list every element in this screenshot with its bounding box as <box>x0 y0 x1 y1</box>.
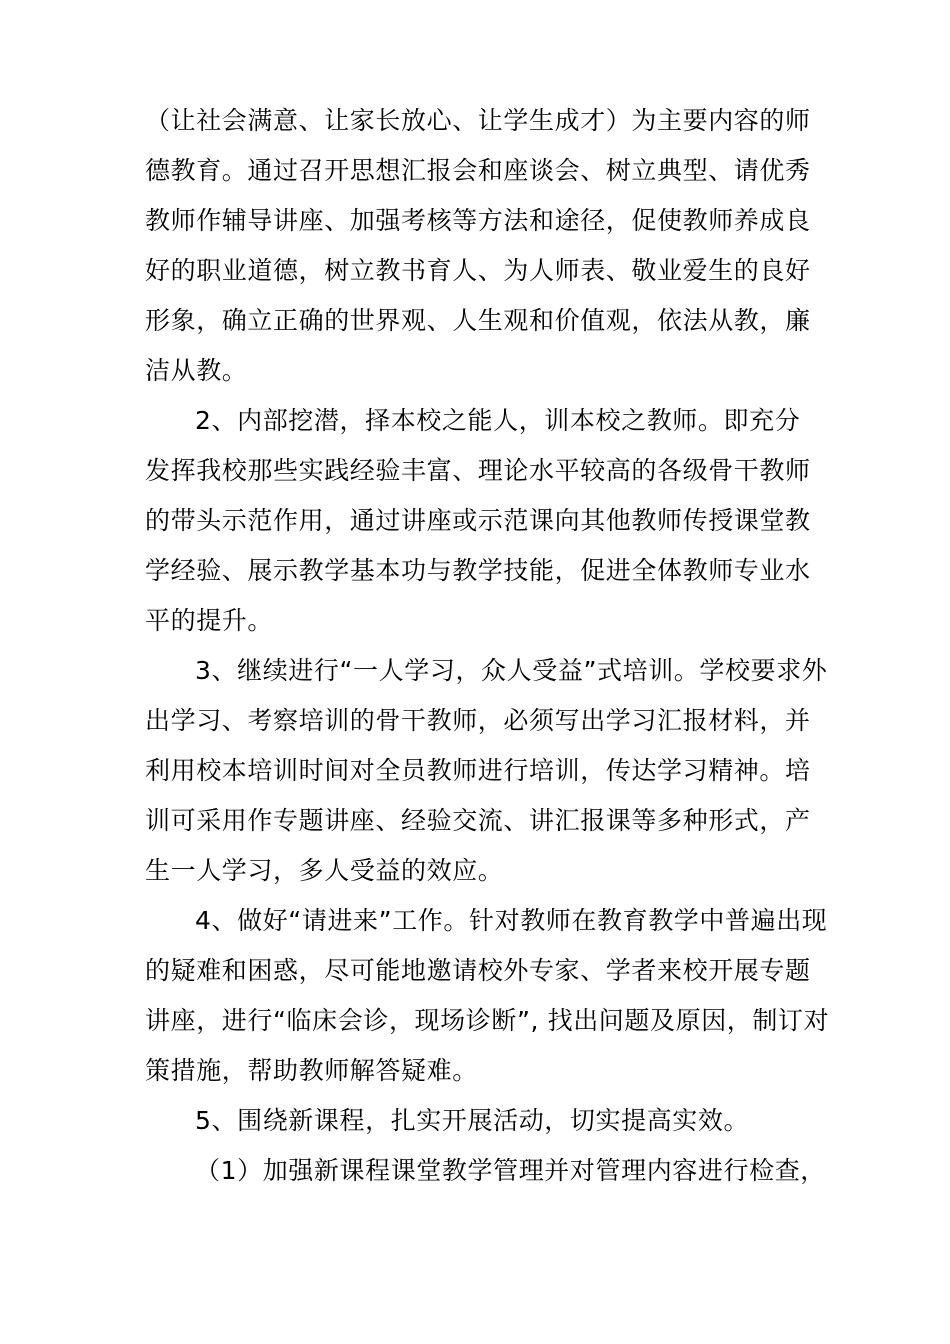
text-line: 利用校本培训时间对全员教师进行培训，传达学习精神。培 <box>145 756 811 785</box>
text-line: 发挥我校那些实践经验丰富、理论水平较高的各级骨干教师 <box>145 456 811 485</box>
paragraph-first-line: 3、继续进行“一人学习，众人受益”式培训。学校要求外 <box>195 656 828 685</box>
document-body <box>145 96 830 1196</box>
text-line: 德教育。通过召开思想汇报会和座谈会、树立典型、请优秀 <box>145 156 811 185</box>
text-line: 洁从教。 <box>145 356 248 385</box>
text-line: （让社会满意、让家长放心、让学生成才）为主要内容的师 <box>145 106 811 135</box>
text-line: 学经验、展示教学基本功与教学技能，促进全体教师专业水 <box>145 556 811 585</box>
text-line: 教师作辅导讲座、加强考核等方法和途径，促使教师养成良 <box>145 206 811 235</box>
text-line: 策措施，帮助教师解答疑难。 <box>145 1056 478 1085</box>
text-line: 平的提升。 <box>145 606 274 635</box>
text-line: 形象，确立正确的世界观、人生观和价值观，依法从教，廉 <box>145 306 811 335</box>
text-line: 生一人学习，多人受益的效应。 <box>145 856 504 885</box>
text-line: 训可采用作专题讲座、经验交流、讲汇报课等多种形式，产 <box>145 806 811 835</box>
text-line: 的带头示范作用，通过讲座或示范课向其他教师传授课堂教 <box>145 506 811 535</box>
text-line: 的疑难和困惑，尽可能地邀请校外专家、学者来校开展专题 <box>145 956 811 985</box>
paragraph-first-line: 2、内部挖潜，择本校之能人，训本校之教师。即充分 <box>195 406 801 435</box>
paragraph-first-line: 4、做好“请进来”工作。针对教师在教育教学中普遍出现 <box>195 906 828 935</box>
text-line: 出学习、考察培训的骨干教师，必须写出学习汇报材料，并 <box>145 706 811 735</box>
paragraph-first-line: 5、围绕新课程，扎实开展活动，切实提高实效。 <box>195 1106 750 1135</box>
text-line: 讲座，进行“临床会诊，现场诊断”, 找出问题及原因，制订对 <box>145 1006 830 1035</box>
paragraph-first-line: （1）加强新课程课堂教学管理并对管理内容进行检查， <box>195 1156 826 1185</box>
text-line: 好的职业道德，树立教书育人、为人师表、敬业爱生的良好 <box>145 256 811 285</box>
